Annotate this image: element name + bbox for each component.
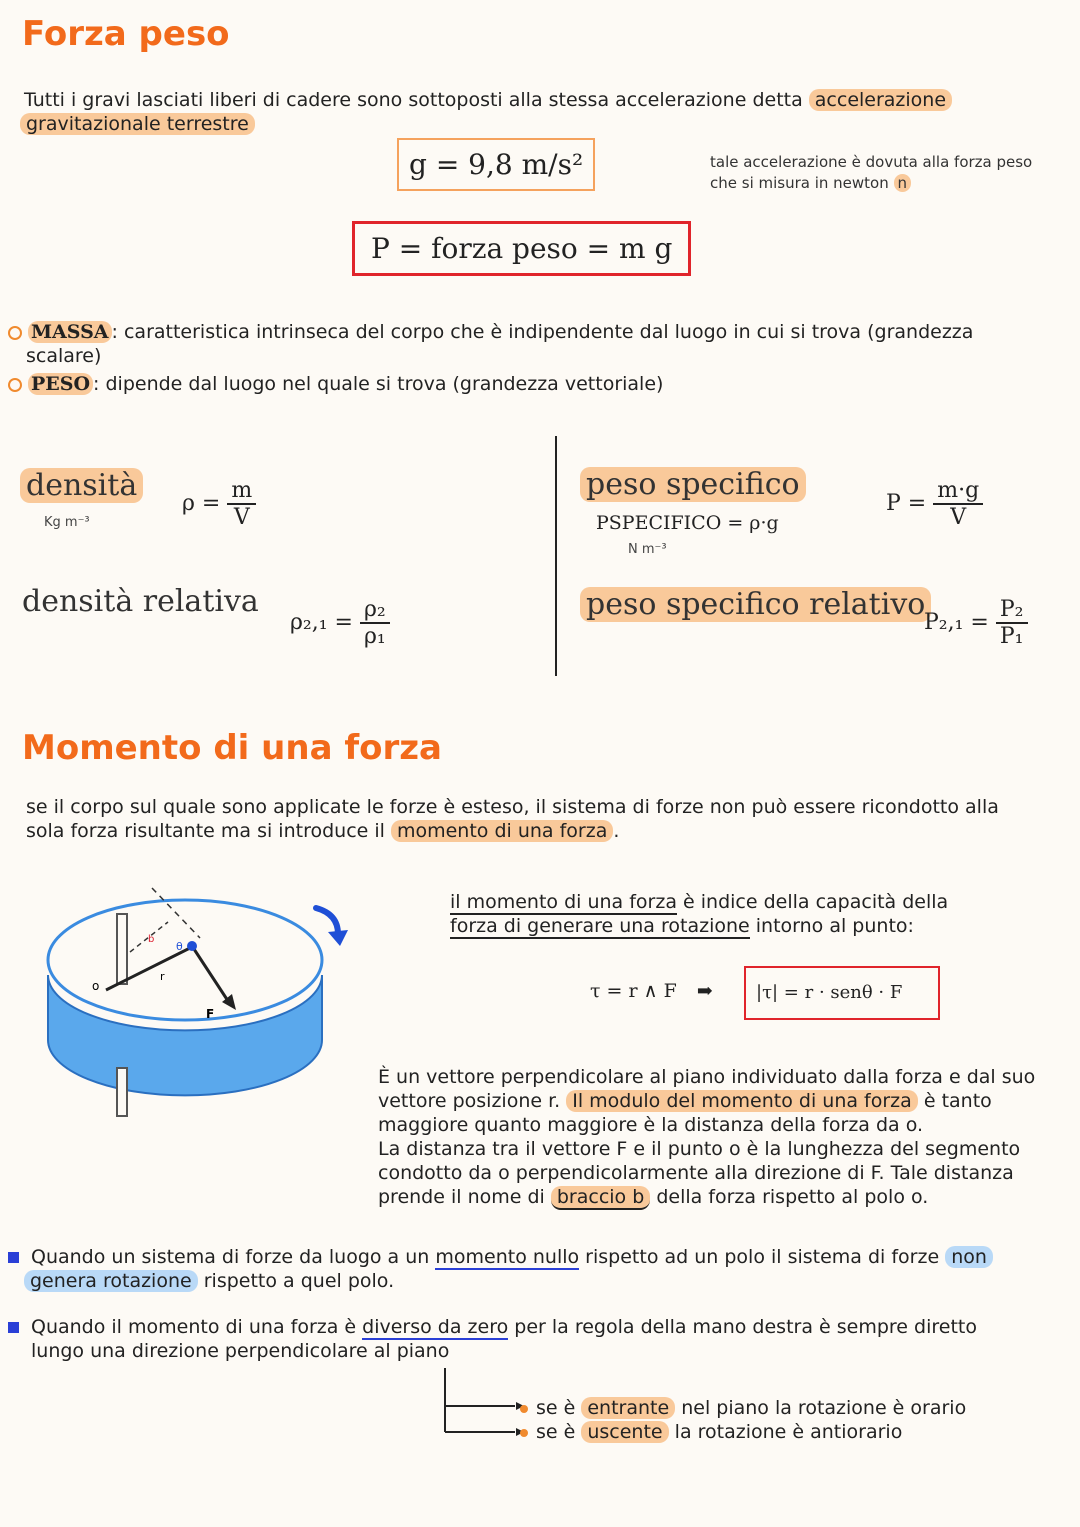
dot-bullet-icon bbox=[520, 1429, 528, 1437]
sub-bullet-uscente: se è uscente la rotazione è antiorario bbox=[520, 1420, 1080, 1444]
massa-label: MASSA bbox=[28, 321, 112, 343]
axis-rod-top bbox=[117, 914, 127, 984]
application-point bbox=[187, 941, 197, 951]
momento-intro-1: se il corpo sul quale sono applicate le forze è esteso, il sistema di forze non può essere ricondotto alla bbox=[26, 796, 999, 818]
label-theta: θ bbox=[176, 940, 183, 953]
label-r: r bbox=[160, 970, 165, 983]
intro-text: Tutti i gravi lasciati liberi di cadere sono sottoposti alla stessa accelerazione detta bbox=[24, 89, 809, 111]
section-title-momento: Momento di una forza bbox=[22, 728, 443, 768]
square-bullet-icon bbox=[8, 1322, 19, 1333]
peso-specifico-formula: PSPECIFICO = ρ·g bbox=[596, 512, 779, 534]
definition-massa bbox=[8, 320, 1068, 368]
momento-paragraph: È un vettore perpendicolare al piano individuato dalla forza e dal suo vettore posizione r. Il modulo del momento di una forza è tanto maggiore quanto maggiore è la distanza della forza da o. La distanza tra il vettore F e il punto o è la lunghezza del segmento condotto da o perpendicolarmente alla direzione di F. Tale distanza prende il nome di braccio b della forza rispetto al polo o. bbox=[378, 1066, 1036, 1208]
branch-connector bbox=[440, 1368, 530, 1440]
note-line-2: che si misura in newton bbox=[710, 174, 894, 192]
densita-rel-fraction: $\frac{\text{ρ₂}}{\text{ρ₁}}$ bbox=[360, 597, 390, 649]
momento-intro-highlight: momento di una forza bbox=[391, 820, 613, 842]
momento-intro: se il corpo sul quale sono applicate le forze è esteso, il sistema di forze non può essere ricondotto alla sola forza risultante ma si introduce il momento di una forza . bbox=[26, 796, 999, 842]
peso-text: : dipende dal luogo nel quale si trova (grandezza vettoriale) bbox=[93, 373, 664, 395]
uscente-highlight: uscente bbox=[581, 1421, 668, 1443]
densita-fraction: $\frac{m}{V}$ bbox=[227, 478, 256, 530]
genera-rotazione-highlight: genera rotazione bbox=[24, 1270, 198, 1292]
peso-specifico-rel-lhs: P₂,₁ = bbox=[924, 610, 989, 635]
peso-specifico-relativo-label: peso specifico relativo bbox=[580, 587, 931, 622]
intro-highlight-1: accelerazione bbox=[809, 89, 952, 111]
desc-line-2-ul: forza di generare una rotazione bbox=[450, 915, 750, 937]
circle-bullet-icon bbox=[8, 378, 22, 392]
densita-relativa-formula bbox=[290, 597, 390, 649]
torque-modulus-box: |τ| = r · senθ · F bbox=[744, 966, 940, 1020]
modulo-highlight: Il modulo del momento di una forza bbox=[566, 1090, 918, 1112]
peso-label: PESO bbox=[28, 373, 93, 395]
entrante-highlight: entrante bbox=[581, 1397, 675, 1419]
peso-specifico-lhs: P = bbox=[886, 491, 927, 516]
peso-specifico-unit: N m⁻³ bbox=[628, 542, 667, 557]
peso-specifico-rel-fraction: $\frac{\text{P₂}}{\text{P₁}}$ bbox=[996, 597, 1028, 649]
p-formula-box: P = forza peso = m g bbox=[352, 221, 691, 276]
peso-specifico-relativo-formula bbox=[924, 597, 1028, 649]
braccio-highlight: braccio b bbox=[551, 1186, 650, 1210]
g-formula-box: g = 9,8 m/s² bbox=[397, 138, 595, 191]
dot-bullet-icon bbox=[520, 1405, 528, 1413]
momento-description: il momento di una forza è indice della capacità della forza di generare una rotazione intorno al punto: bbox=[450, 891, 949, 937]
label-f: F bbox=[206, 1007, 215, 1021]
definition-peso bbox=[8, 372, 1068, 396]
diverso-da-zero-ul: diverso da zero bbox=[362, 1316, 509, 1338]
densita-lhs: ρ = bbox=[182, 491, 221, 516]
label-o: o bbox=[92, 979, 100, 993]
rotation-arrow-icon bbox=[310, 900, 354, 950]
bullet-diverso-da-zero: Quando il momento di una forza è diverso da zero per la regola della mano destra è sempre diretto lungo una direzione perpendicolare al piano bbox=[8, 1315, 1068, 1363]
massa-text: : caratteristica intrinseca del corpo che è indipendente dal luogo in cui si trova (grandezza bbox=[111, 321, 974, 343]
sub-bullet-entrante: se è entrante nel piano la rotazione è orario bbox=[520, 1396, 1080, 1420]
desc-line-1-ul: il momento di una forza bbox=[450, 891, 677, 913]
bullet-momento-nullo: Quando un sistema di forze da luogo a un momento nullo rispetto ad un polo il sistema di forze non genera rotazione rispetto a quel polo. bbox=[8, 1245, 1068, 1293]
peso-specifico-fraction: $\frac{m\cdot g}{V}$ bbox=[933, 478, 983, 530]
intro-paragraph bbox=[24, 88, 1044, 136]
gravity-note bbox=[710, 152, 1032, 194]
momento-intro-2: sola forza risultante ma si introduce il bbox=[26, 820, 391, 842]
densita-label: densità bbox=[20, 468, 143, 503]
torque-formula bbox=[590, 980, 713, 1002]
axis-rod-bottom bbox=[117, 1068, 127, 1116]
square-bullet-icon bbox=[8, 1252, 19, 1263]
note-line-1: tale accelerazione è dovuta alla forza peso bbox=[710, 153, 1033, 171]
massa-text-2: scalare) bbox=[26, 345, 102, 367]
torque-cross: τ = r ∧ F bbox=[590, 980, 677, 1002]
densita-rel-lhs: ρ₂,₁ = bbox=[290, 610, 353, 635]
label-b: b bbox=[148, 934, 155, 945]
peso-specifico-ratio bbox=[886, 478, 983, 530]
densita-relativa-label: densità relativa bbox=[22, 584, 259, 619]
peso-specifico-label: peso specifico bbox=[580, 467, 806, 502]
disk-top bbox=[48, 900, 322, 1020]
densita-unit: Kg m⁻³ bbox=[44, 515, 90, 530]
intro-highlight-2: gravitazionale terrestre bbox=[20, 113, 255, 135]
non-highlight: non bbox=[945, 1246, 993, 1268]
circle-bullet-icon bbox=[8, 326, 22, 340]
note-unit: n bbox=[894, 174, 912, 192]
densita-formula bbox=[182, 478, 256, 530]
vertical-divider bbox=[555, 436, 557, 676]
momento-nullo-ul: momento nullo bbox=[435, 1246, 580, 1268]
arrow-right-icon: ➡ bbox=[696, 980, 713, 1002]
section-title-forza-peso: Forza peso bbox=[22, 14, 230, 54]
